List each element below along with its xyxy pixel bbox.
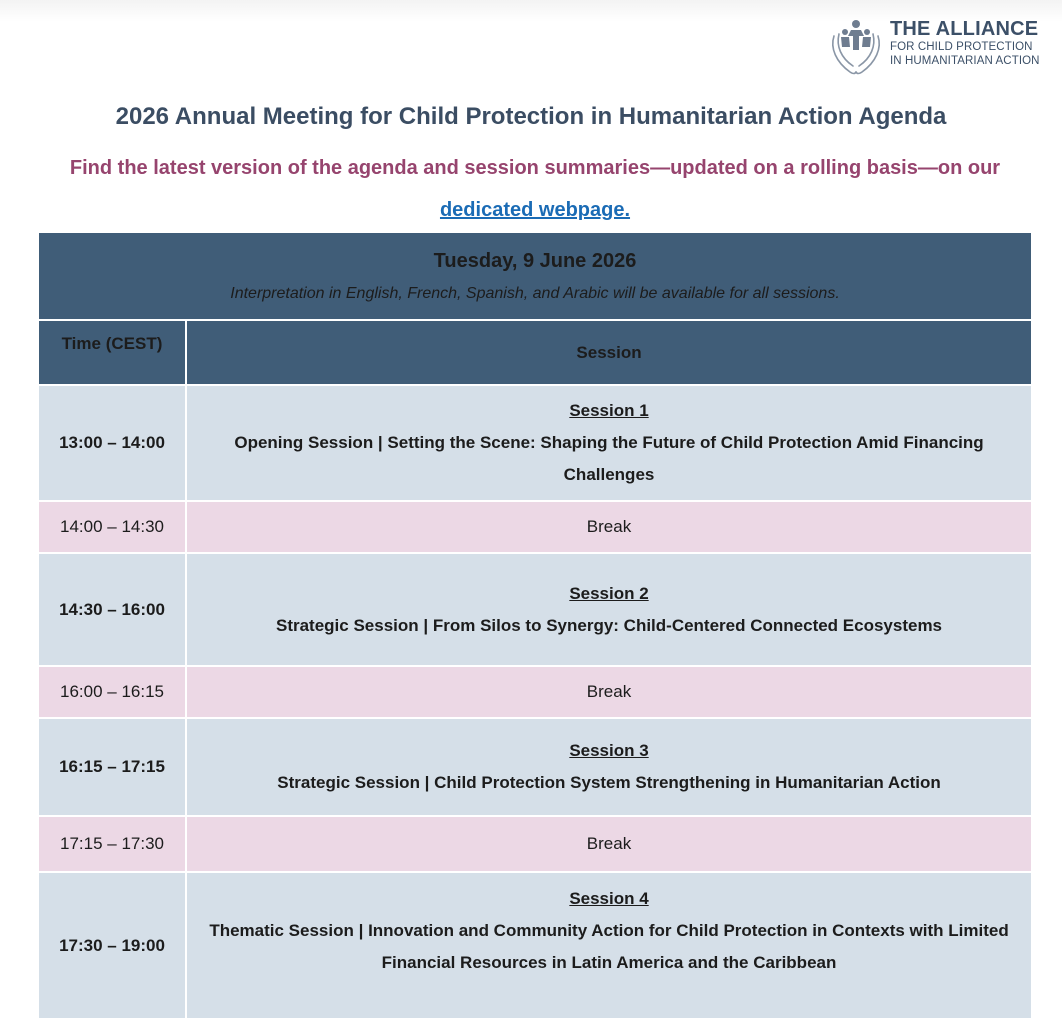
session-number: Session 4 [569,889,649,908]
subtitle-text: Find the latest version of the agenda and session summaries—updated on a rolling basis—on our [69,157,1001,179]
break-cell: Break [186,666,1032,718]
day-header [38,232,1032,320]
time-cell: 13:00 – 14:00 [38,385,186,501]
session-column-header: Session [186,320,1032,385]
time-cell: 16:00 – 16:15 [38,666,186,718]
session-cell [186,718,1032,816]
time-cell: 17:15 – 17:30 [38,816,186,872]
session-title: Strategic Session | From Silos to Synergy: Child-Centered Connected Ecosystems [275,615,943,635]
time-cell: 17:30 – 19:00 [38,872,186,1019]
break-cell: Break [186,501,1032,553]
session-title: Thematic Session | Innovation and Community Action for Child Protection in Contexts with Limited Financial Resources in Latin America and the Caribbean [209,921,1009,972]
day-header-row [38,232,1032,320]
time-cell: 16:15 – 17:15 [38,718,186,816]
table-row [38,816,1032,872]
dedicated-webpage-link[interactable]: dedicated webpage. [439,199,631,221]
column-header-row [38,320,1032,385]
break-cell: Break [186,816,1032,872]
table-row [38,666,1032,718]
logo-tagline-2: IN HUMANITARIAN ACTION [890,55,1040,67]
logo-name: THE ALLIANCE [890,18,1039,40]
session-title: Strategic Session | Child Protection System Strengthening in Humanitarian Action [277,773,941,792]
time-cell: 14:00 – 14:30 [38,501,186,553]
table-row [38,718,1032,816]
time-cell: 14:30 – 16:00 [38,553,186,666]
agenda-table [37,231,1033,1020]
hands-child-icon [826,14,886,78]
table-row [38,553,1032,666]
session-number: Session 2 [569,583,649,603]
session-cell [186,385,1032,501]
table-row [38,501,1032,553]
interpretation-note: Interpretation in English, French, Spanish, and Arabic will be available for all sessions. [230,284,840,302]
table-row [38,385,1032,501]
session-cell [186,553,1032,666]
page-subtitle [40,147,1030,231]
session-title: Opening Session | Setting the Scene: Shaping the Future of Child Protection Amid Financing Challenges [234,433,984,484]
day-title: Tuesday, 9 June 2026 [433,249,637,272]
page-title: 2026 Annual Meeting for Child Protection in Humanitarian Action Agenda [115,103,947,130]
time-column-header: Time (CEST) [38,320,186,385]
alliance-logo [826,14,1056,78]
session-cell [186,872,1032,1019]
session-number: Session 3 [569,741,649,760]
table-row [38,872,1032,1019]
logo-tagline-1: FOR CHILD PROTECTION [890,41,1033,53]
session-number: Session 1 [569,401,649,420]
